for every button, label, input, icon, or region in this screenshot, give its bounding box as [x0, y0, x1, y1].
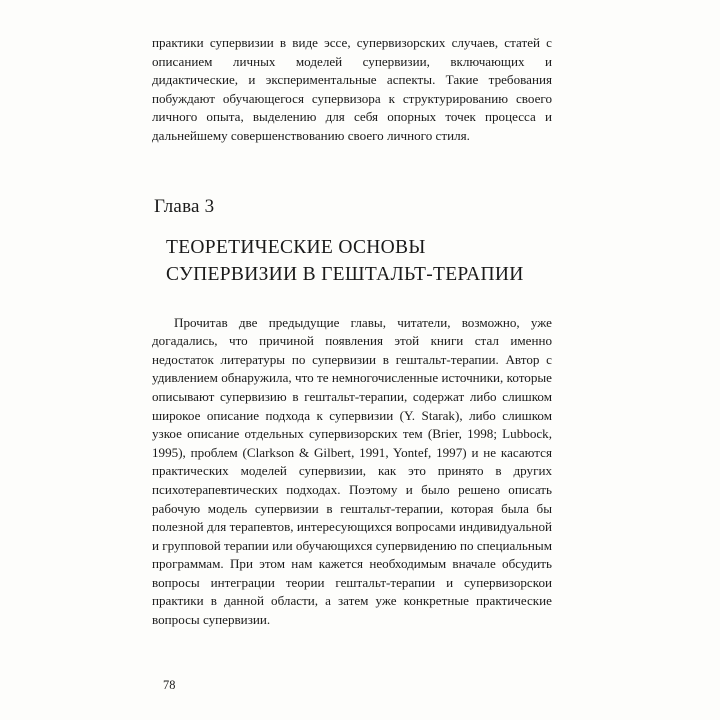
top-paragraph: практики супервизии в виде эссе, супервизорских случаев, статей с описанием личных моделей супервизии, включающих и дидактические, и экспериментальные аспекты. Такие требования побуждают обучающегося супервизора к структурированию своего личного опыта, выделению для себя опорных точек процесса и дальнейшему совершенствованию своего личного стиля. — [152, 35, 552, 143]
page-text-column — [152, 34, 552, 630]
body-block — [152, 314, 552, 630]
chapter-title: ТЕОРЕТИЧЕСКИЕ ОСНОВЫ СУПЕРВИЗИИ В ГЕШТАЛЬТ-ТЕРАПИИ — [166, 236, 524, 285]
page-number: 78 — [163, 678, 176, 692]
chapter-label: Глава 3 — [154, 195, 215, 217]
body-paragraph: Прочитав две предыдущие главы, читатели, возможно, уже догадались, что причиной появления этой книги стал именно недостаток литературы по супервизии в гештальт-терапии. Автор с удивлением обнаружила, что те немногочисленные источники, которые описывают супервизию в гештальт-терапии, содержат либо слишком широкое описание подхода к супервизии (Y. Starak), либо слишком узкое описание отдельных супервизорских тем (Brier, 1998; Lubbock, 1995), проблем (Clarkson & Gilbert, 1991, Yontef, 1997) и не касаются практических моделей супервизии, как это принято в других психотерапевтических подходах. Поэтому и было решено описать рабочую модель супервизии в гештальт-терапии, которая была бы полезной для терапевтов, интересующихся вопросами индивидуальной и групповой терапии или обучающихся супервидению по специальным программам. При этом нам кажется необходимым вначале обсудить вопросы интеграции теории гештальт-терапии и супервизорскои практики в данной области, а затем уже конкретные практические вопросы супервизии. — [152, 314, 552, 628]
chapter-heading-block — [152, 194, 552, 288]
